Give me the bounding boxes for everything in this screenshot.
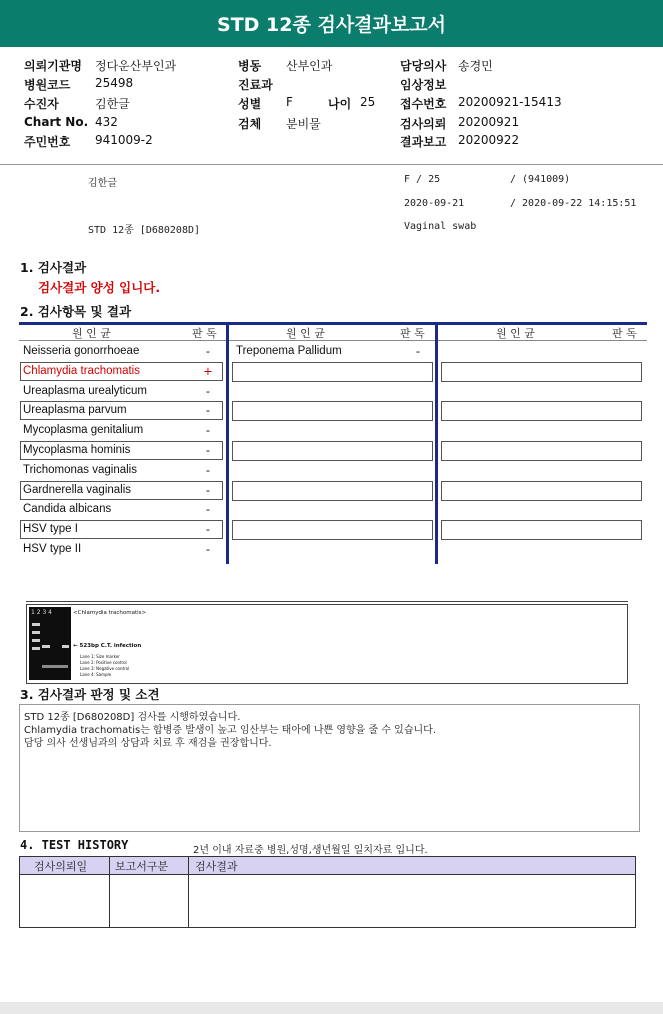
specimen-label: 검체 (238, 117, 262, 131)
empty-result-cell (232, 520, 433, 540)
organism-result: - (205, 403, 211, 418)
gel-legend-1: Lane 1: Size marker (80, 654, 120, 659)
hospital-code-label: 병원코드 (24, 78, 71, 92)
section1-title: 1. 검사결과 (20, 260, 87, 275)
column-divider (435, 322, 438, 564)
ward-value: 산부인과 (286, 59, 333, 73)
clinical-label: 임상정보 (400, 78, 447, 92)
col-organism-header: 원 인 균 (286, 327, 325, 340)
organism-name: Chlamydia trachomatis (23, 364, 140, 377)
table-top-rule (19, 322, 647, 325)
report-date-label: 결과보고 (400, 135, 447, 149)
history-col-result: 검사결과 (195, 860, 238, 873)
receipt-label: 접수번호 (400, 97, 447, 111)
summary-test-code: STD 12종 [D680208D] (88, 225, 201, 236)
organism-result: - (415, 344, 421, 358)
empty-result-cell (441, 520, 642, 540)
sex-label: 성별 (238, 97, 262, 111)
summary-sex-age: F / 25 (404, 174, 441, 185)
findings-box (19, 704, 640, 832)
history-col-divider (109, 856, 110, 928)
chart-label: Chart No. (24, 115, 89, 129)
request-value: 20200921 (458, 115, 520, 129)
positive-result-text: 검사결과 양성 입니다. (38, 280, 161, 295)
col-result-header: 판 독 (400, 327, 425, 340)
id-value: 941009-2 (95, 133, 153, 147)
section4-title: 4. TEST HISTORY (20, 838, 129, 852)
organism-result: - (205, 423, 211, 438)
organism-name: HSV type I (23, 523, 78, 536)
gel-band-label-text: 523bp C.T. infection (79, 643, 142, 649)
summary-name: 김한글 (88, 178, 117, 189)
report-date-value: 20200922 (458, 133, 520, 147)
primer-band (42, 665, 68, 668)
history-col-divider (188, 856, 189, 928)
findings-line: Chlamydia trachomatis는 합병증 발생이 높고 임산부는 태아에 나쁜 영향을 줄 수 있습니다. (24, 725, 436, 736)
hospital-code-value: 25498 (95, 76, 134, 90)
page-footer-band (0, 1002, 663, 1014)
section2-title: 2. 검사항목 및 결과 (20, 304, 132, 319)
sample-band (62, 645, 69, 648)
history-note: 2년 이내 자료중 병원,성명,생년월일 일치자료 입니다. (193, 845, 428, 856)
organism-result: + (203, 363, 213, 378)
institution-label: 의뢰기관명 (24, 59, 82, 73)
history-col-report-type: 보고서구분 (115, 860, 169, 873)
organism-result: - (205, 502, 211, 517)
organism-result: - (205, 522, 211, 537)
organism-name: Ureaplasma urealyticum (23, 384, 147, 397)
organism-name: Trichomonas vaginalis (23, 463, 137, 476)
organism-result: - (205, 443, 211, 457)
doctor-label: 담당의사 (400, 59, 447, 73)
id-label: 주민번호 (24, 135, 71, 149)
empty-result-cell (232, 401, 433, 421)
ward-label: 병동 (238, 59, 262, 73)
age-label: 나이 (328, 97, 352, 111)
organism-result: - (205, 462, 211, 477)
gel-lane-numbers: 1 2 3 4 (31, 609, 52, 616)
organism-result: - (205, 542, 211, 556)
report-title: STD 12종 검사결과보고서 (0, 0, 663, 47)
sex-value: F (286, 95, 293, 109)
marker-band (32, 647, 40, 650)
empty-result-cell (441, 441, 642, 461)
findings-line: 담당 의사 선생님과의 상담과 치료 후 재검을 권장합니다. (24, 738, 272, 749)
gel-electrophoresis-image (29, 607, 71, 680)
patient-info-panel (0, 47, 663, 165)
patient-label: 수진자 (24, 97, 59, 111)
empty-result-cell (441, 362, 642, 382)
organism-name: Ureaplasma parvum (23, 404, 127, 417)
gel-legend-4: Lane 4: Sample (80, 672, 112, 677)
empty-result-cell (232, 362, 433, 382)
col-result-header: 판 독 (612, 327, 637, 340)
organism-result: - (205, 344, 211, 358)
marker-band (32, 639, 40, 642)
summary-birth: / (941009) (510, 174, 571, 185)
gel-legend-2: Lane 2: Positive control (80, 660, 127, 665)
marker-band (32, 631, 40, 634)
organism-name: Gardnerella vaginalis (23, 483, 132, 496)
positive-control-band (42, 645, 50, 648)
col-organism-header: 원 인 균 (72, 327, 111, 340)
summary-specimen: Vaginal swab (404, 221, 477, 232)
patient-value: 김한글 (95, 97, 130, 111)
organism-name: Mycoplasma hominis (23, 444, 131, 456)
age-value: 25 (360, 95, 376, 109)
section3-title: 3. 검사결과 판정 및 소견 (20, 687, 160, 702)
empty-result-cell (232, 441, 433, 461)
gel-band-label: ← 523bp C.T. infection (73, 643, 142, 649)
request-label: 검사의뢰 (400, 117, 447, 131)
findings-line: STD 12종 [D680208D] 검사를 시행하였습니다. (24, 712, 241, 723)
col-organism-header: 원 인 균 (496, 327, 535, 340)
organism-name: Neisseria gonorrhoeae (23, 345, 140, 357)
gel-caption: <Chlamydia trachomatis> (73, 610, 147, 616)
gel-legend-3: Lane 3: Negative control (80, 666, 130, 671)
organism-name: Candida albicans (23, 503, 112, 516)
empty-result-cell (232, 481, 433, 501)
receipt-value: 20200921-15413 (458, 95, 562, 109)
history-col-request-date: 검사의뢰일 (34, 860, 88, 873)
institution-value: 정다운산부인과 (95, 59, 177, 73)
organism-name: Treponema Pallidum (236, 345, 342, 357)
col-result-header: 판 독 (192, 327, 217, 340)
summary-request-date: 2020-09-21 (404, 198, 465, 209)
empty-result-cell (441, 401, 642, 421)
specimen-value: 분비물 (286, 117, 321, 131)
gel-top-rule (26, 601, 628, 602)
organism-result: - (205, 482, 211, 497)
organism-name: Mycoplasma genitalium (23, 424, 144, 437)
organism-result: - (205, 383, 211, 398)
chart-value: 432 (95, 115, 118, 129)
column-divider (226, 322, 229, 564)
dept-label: 진료과 (238, 78, 273, 92)
history-table-header (19, 856, 636, 875)
organism-name: HSV type II (23, 543, 82, 555)
summary-report-datetime: / 2020-09-22 14:15:51 (510, 198, 637, 209)
empty-result-cell (441, 481, 642, 501)
table-header-rule (19, 340, 647, 341)
doctor-value: 송경민 (458, 59, 493, 73)
marker-band (32, 623, 40, 626)
